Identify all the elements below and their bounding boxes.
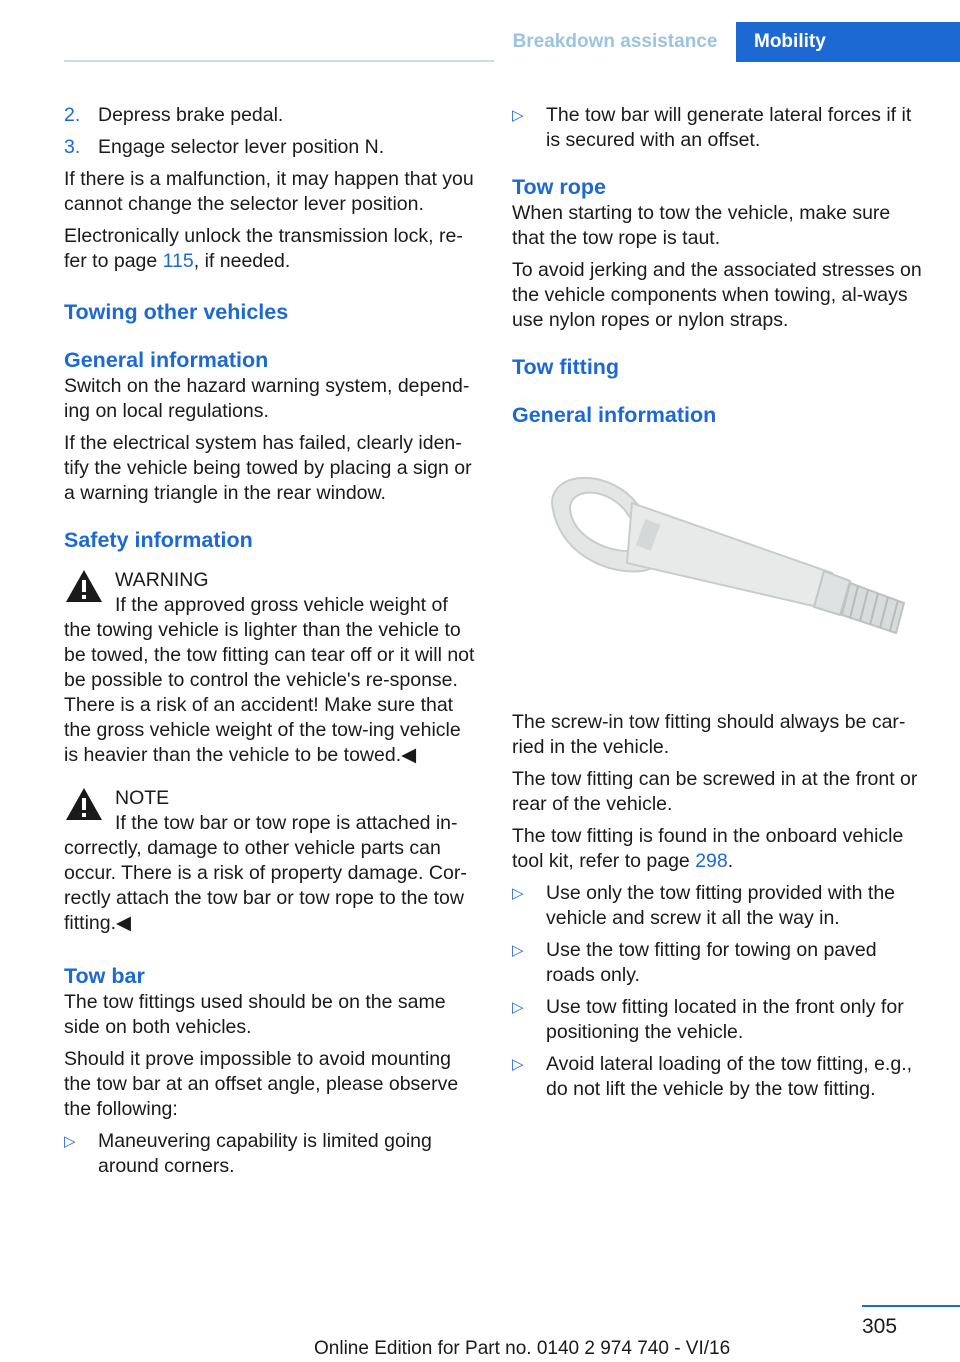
- list-item-text: Maneuvering capability is limited going around corners.: [98, 1130, 432, 1177]
- note-title: NOTE: [115, 787, 170, 809]
- list-item-text: Use the tow fitting for towing on paved roads only.: [546, 939, 877, 986]
- page-link[interactable]: 115: [162, 250, 194, 272]
- list-item-text: Use tow fitting located in the front only for positioning the vehicle.: [546, 996, 904, 1043]
- note-text: If the tow bar or tow rope is attached in‐correctly, damage to other vehicle parts can occur. There is a risk of property damage. Cor‐rectly attach the tow bar or tow rope to the tow fitting.◀: [64, 812, 467, 934]
- list-item: [512, 938, 924, 988]
- paragraph: When starting to tow the vehicle, make sure that the tow rope is taut.: [512, 202, 891, 249]
- list-item: [512, 1052, 924, 1102]
- list-item-text: Use only the tow fitting provided with the vehicle and screw it all the way in.: [546, 882, 896, 929]
- list-item-text: Avoid lateral loading of the tow fitting, e.g., do not lift the vehicle by the tow fitting.: [546, 1053, 913, 1100]
- paragraph: The tow fitting can be screwed in at the front or rear of the vehicle.: [512, 768, 918, 815]
- page-link[interactable]: 298: [695, 850, 728, 872]
- step-number: 3.: [64, 136, 81, 158]
- paragraph-text: Electronically unlock the transmission lock, re‐fer to page: [64, 225, 463, 272]
- paragraph: The tow fittings used should be on the same side on both vehicles.: [64, 991, 446, 1038]
- paragraph: [512, 824, 924, 874]
- tow-fitting-illustration: [512, 443, 924, 693]
- paragraph: To avoid jerking and the associated stresses on the vehicle components when towing, al‐ways use nylon ropes or nylon straps.: [512, 259, 922, 331]
- heading-towing-other-vehicles: Towing other vehicles: [64, 300, 289, 324]
- paragraph: [64, 224, 476, 274]
- note-block: [64, 786, 476, 936]
- step-text: Engage selector lever position N.: [98, 136, 385, 158]
- header-section-tab[interactable]: Breakdown assistance: [494, 22, 736, 62]
- paragraph: Switch on the hazard warning system, depend‐ing on local regulations.: [64, 375, 470, 422]
- paragraph-text: .: [727, 850, 734, 872]
- footer-rule: [862, 1305, 960, 1307]
- warning-text: If the approved gross vehicle weight of the towing vehicle is lighter than the vehicle to be towed, the tow fitting can tear off or it will not be possible to control the vehicle's re‐sponse. There is a risk of an accident! Make sure that the gross vehicle weight of the tow‐ing vehicle is heavier than the vehicle to be towed.◀: [64, 594, 475, 766]
- paragraph: If the electrical system has failed, clearly iden‐tify the vehicle being towed by placing a sign or a warning triangle in the rear window.: [64, 432, 472, 504]
- paragraph-text: The tow fitting is found in the onboard vehicle tool kit, refer to page: [512, 825, 904, 872]
- list-item: [512, 995, 924, 1045]
- step-number: 2.: [64, 104, 81, 126]
- paragraph: The screw-in tow fitting should always be car‐ried in the vehicle.: [512, 711, 906, 758]
- page-number: 305: [862, 1315, 898, 1338]
- bullet-triangle-icon: ▷: [64, 1133, 76, 1150]
- step-item: [64, 135, 476, 160]
- heading-tow-fitting: Tow fitting: [512, 355, 620, 379]
- heading-tow-rope: Tow rope: [512, 175, 606, 199]
- heading-general-information: General information: [512, 403, 717, 427]
- list-item: [512, 881, 924, 931]
- paragraph: Should it prove impossible to avoid mounting the tow bar at an offset angle, please observe the following:: [64, 1048, 459, 1120]
- left-column: [64, 103, 476, 1186]
- edition-footer: Online Edition for Part no. 0140 2 974 740 - VI/16: [314, 1338, 731, 1359]
- step-item: [64, 103, 476, 128]
- heading-safety-information: Safety information: [64, 528, 253, 552]
- warning-block: [64, 568, 476, 768]
- paragraph: If there is a malfunction, it may happen that you cannot change the selector lever position.: [64, 168, 474, 215]
- paragraph-text: , if needed.: [193, 250, 291, 272]
- heading-general-information: General information: [64, 348, 269, 372]
- list-item-text: The tow bar will generate lateral forces if it is secured with an offset.: [546, 104, 912, 151]
- heading-tow-bar: Tow bar: [64, 964, 145, 988]
- bullet-triangle-icon: ▷: [512, 107, 524, 124]
- bullet-triangle-icon: ▷: [512, 885, 524, 902]
- warning-triangle-icon: [64, 786, 104, 822]
- warning-title: WARNING: [115, 569, 209, 591]
- list-item: [512, 103, 924, 153]
- bullet-triangle-icon: ▷: [512, 1056, 524, 1073]
- bullet-triangle-icon: ▷: [512, 942, 524, 959]
- header-chapter-tab[interactable]: Mobility: [736, 22, 960, 62]
- bullet-triangle-icon: ▷: [512, 999, 524, 1016]
- list-item: [64, 1129, 476, 1179]
- warning-triangle-icon: [64, 568, 104, 604]
- right-column: [512, 103, 924, 1109]
- step-text: Depress brake pedal.: [98, 104, 284, 126]
